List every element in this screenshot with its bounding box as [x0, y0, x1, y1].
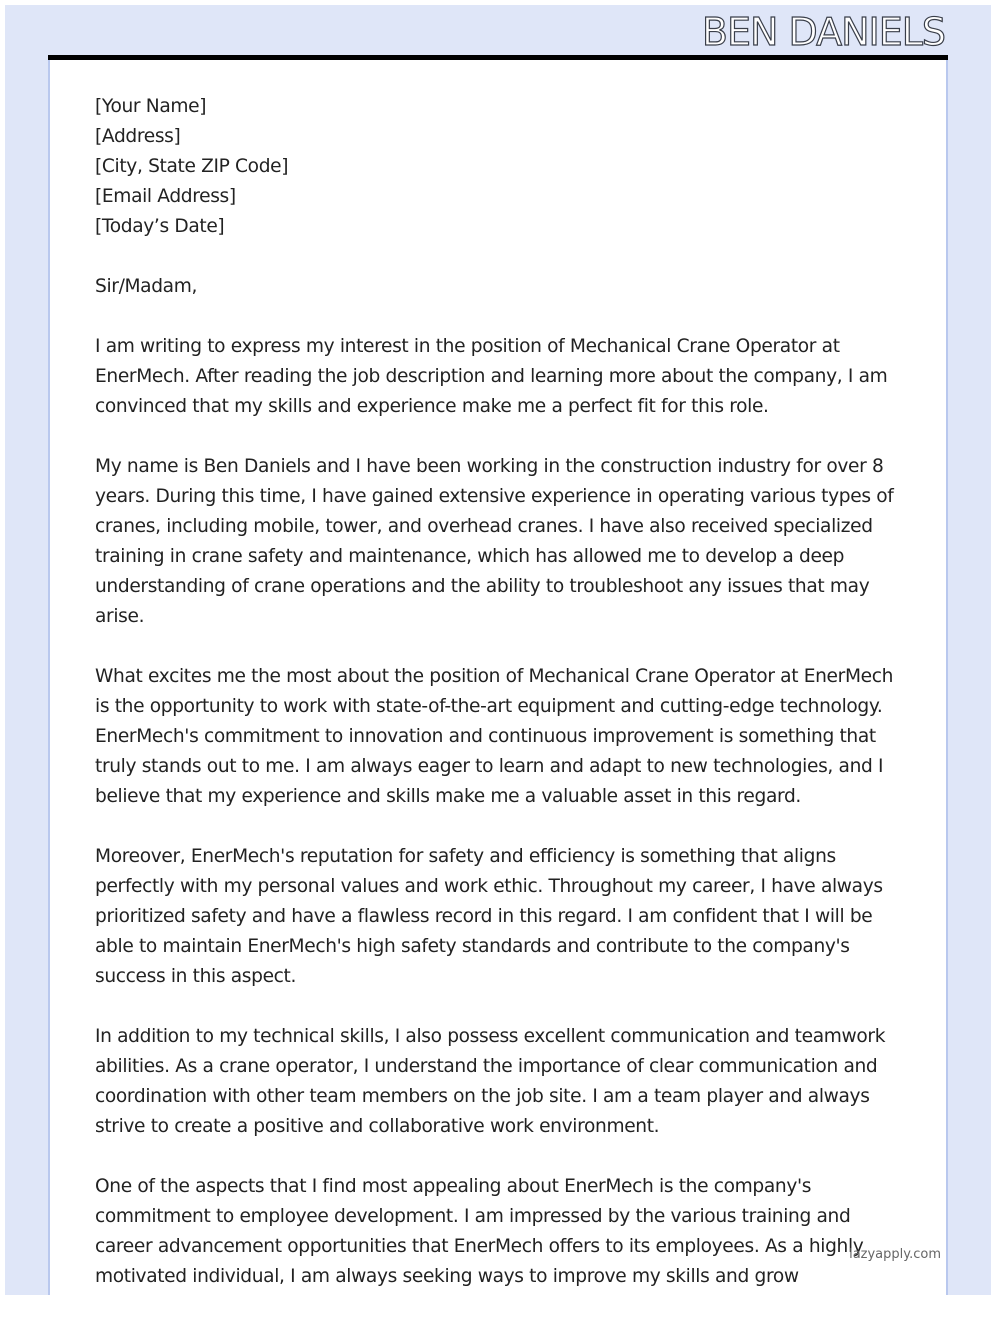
- address-line: [Email Address]: [95, 186, 236, 207]
- paragraph: Moreover, EnerMech's reputation for safety and efficiency is something that aligns perfectly with my personal values and work ethic. Throughout my career, I have always prioritized safety and have a flawless record in this regard. I am confident that I will be able to maintain EnerMech's high safety standards and contribute to the company's success in this aspect.: [95, 846, 883, 987]
- paragraph: One of the aspects that I find most appealing about EnerMech is the company's commitment to employee development. I am impressed by the various training and career advancement opportunities that EnerMech offers to its employees. As a highly motivated individual, I am always seeking ways to improve my skills and grow: [95, 1176, 864, 1287]
- address-block: [95, 92, 895, 242]
- address-line: [Today’s Date]: [95, 216, 225, 237]
- paragraph: In addition to my technical skills, I also possess excellent communication and teamwork abilities. As a crane operator, I understand the importance of clear communication and coordination with other team members on the job site. I am a team player and always strive to create a positive and collaborative work environment.: [95, 1026, 886, 1137]
- applicant-name-heading: BEN DANIELS: [701, 10, 945, 54]
- header-rule: [48, 55, 948, 60]
- cover-letter-body: [95, 92, 895, 1322]
- paragraph: My name is Ben Daniels and I have been working in the construction industry for over 8 years. During this time, I have gained extensive experience in operating various types of cranes, including mobile, tower, and overhead cranes. I have also received specialized training in crane safety and maintenance, which has allowed me to develop a deep understanding of crane operations and the ability to troubleshoot any issues that may arise.: [95, 456, 894, 627]
- paragraph: What excites me the most about the position of Mechanical Crane Operator at EnerMech is the opportunity to work with state-of-the-art equipment and cutting-edge technology. EnerMech's commitment to innovation and continuous improvement is something that truly stands out to me. I am always eager to learn and adapt to new technologies, and I believe that my experience and skills make me a valuable asset in this regard.: [95, 666, 894, 807]
- address-line: [City, State ZIP Code]: [95, 156, 289, 177]
- watermark: lazyapply.com: [849, 1247, 941, 1262]
- address-line: [Address]: [95, 126, 181, 147]
- address-line: [Your Name]: [95, 96, 207, 117]
- salutation: Sir/Madam,: [95, 276, 198, 297]
- paragraph: I am writing to express my interest in the position of Mechanical Crane Operator at EnerMech. After reading the job description and learning more about the company, I am convinced that my skills and experience make me a perfect fit for this role.: [95, 336, 888, 417]
